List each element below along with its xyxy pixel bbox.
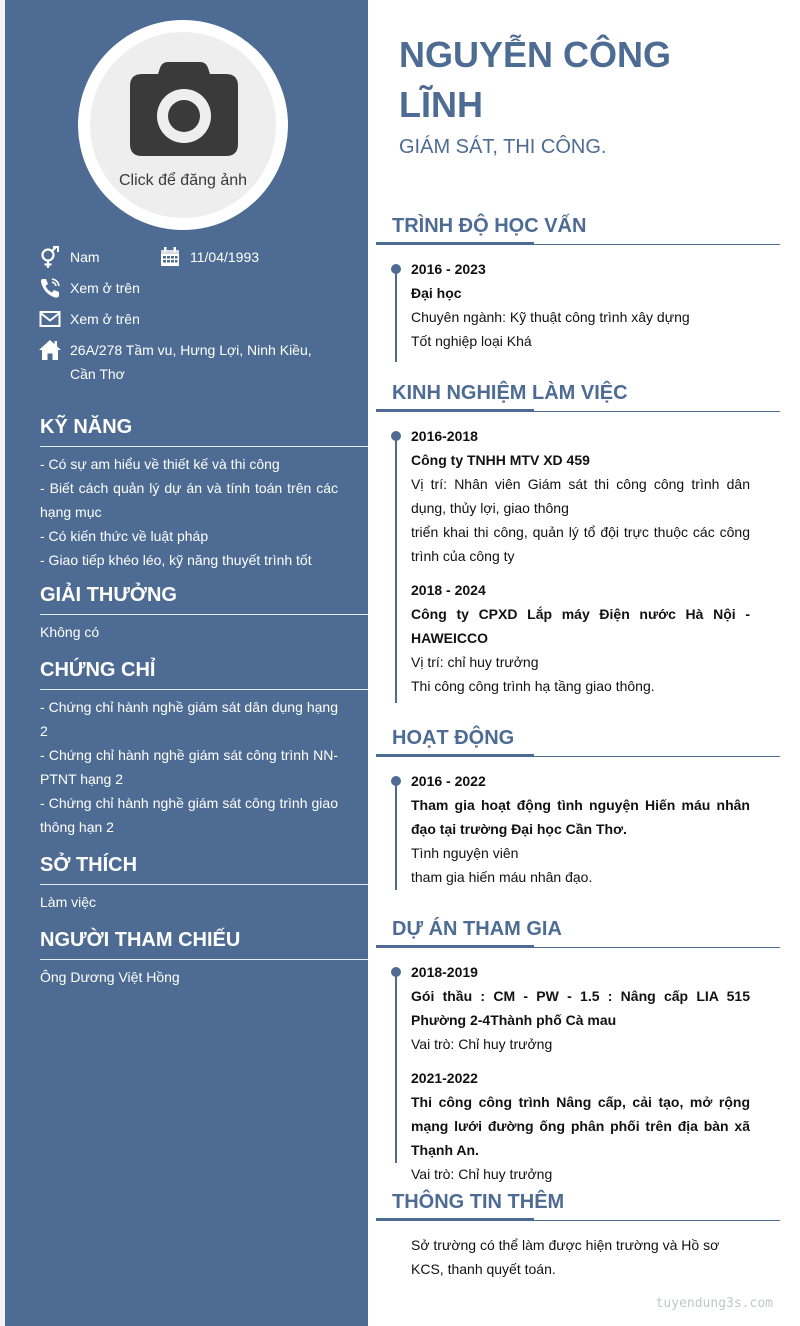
timeline-dot	[391, 967, 401, 977]
entry-school: Đại học	[411, 285, 462, 301]
awards-divider	[40, 614, 368, 615]
skills-heading: KỸ NĂNG	[40, 416, 133, 438]
home-icon	[39, 339, 61, 361]
experience-heading: KINH NGHIỆM LÀM VIỆC	[392, 382, 628, 404]
entry-date: 2021-2022	[411, 1070, 478, 1086]
additional-text: Sở trường có thể làm được hiện trường và Hồ sơ KCS, thanh quyết toán.	[411, 1237, 720, 1277]
entry-project: Thi công công trình Nâng cấp, cải tạo, mở rộng mạng lưới đường ống phân phối trên địa bàn xã Thạnh An.	[411, 1094, 750, 1158]
entry-project: Gói thầu : CM - PW - 1.5 : Nâng cấp LIA 515 Phường 2-4Thành phố Cà mau	[411, 988, 750, 1028]
entry-role: Tình nguyện viên	[411, 845, 519, 861]
activities-divider-accent	[376, 754, 534, 757]
awards-text: Không có	[40, 624, 100, 640]
entry-date: 2016 - 2023	[411, 261, 486, 277]
skill-item: - Có sự am hiểu về thiết kế và thi công	[40, 456, 280, 472]
skill-item: - Giao tiếp khéo léo, kỹ năng thuyết trình tốt	[40, 552, 312, 568]
certificates-list	[40, 695, 338, 839]
avatar-caption: Click để đăng ảnh	[118, 172, 248, 189]
experience-divider-accent	[376, 409, 534, 412]
skill-item: - Có kiến thức về luật pháp	[40, 528, 209, 544]
entry-company: Công ty TNHH MTV XD 459	[411, 452, 590, 468]
hobbies-divider	[40, 884, 368, 885]
timeline-dot	[391, 264, 401, 274]
certificates-divider	[40, 689, 368, 690]
awards-heading: GIẢI THƯỞNG	[40, 584, 177, 606]
certificates-heading: CHỨNG CHỈ	[40, 659, 156, 681]
timeline-dot	[391, 776, 401, 786]
hobbies-text: Làm việc	[40, 894, 97, 910]
entry-result: Tốt nghiệp loại Khá	[411, 333, 532, 349]
entry-org: Tham gia hoạt động tình nguyện Hiến máu nhân đạo tại trường Đại học Cần Thơ.	[411, 797, 750, 837]
sidebar	[0, 0, 368, 1326]
certificate-item: - Chứng chỉ hành nghề giám sát công trình giao thông hạn 2	[40, 795, 338, 835]
address-value: 26A/278 Tầm vu, Hưng Lợi, Ninh Kiều, Cần Thơ	[70, 342, 312, 382]
skills-list	[40, 452, 338, 572]
hobbies-heading: SỞ THÍCH	[40, 854, 138, 876]
avatar-upload[interactable]	[78, 20, 288, 230]
references-heading: NGƯỜI THAM CHIẾU	[40, 929, 241, 951]
watermark: tuyendung3s.com	[655, 1296, 773, 1311]
phone-icon	[39, 277, 61, 299]
avatar-placeholder[interactable]	[90, 32, 276, 218]
entry-desc: tham gia hiến máu nhân đạo.	[411, 869, 593, 885]
additional-divider-accent	[376, 1218, 534, 1221]
activities-timeline	[395, 780, 397, 890]
projects-timeline	[395, 971, 397, 1163]
additional-heading: THÔNG TIN THÊM	[392, 1191, 565, 1213]
references-divider	[40, 959, 368, 960]
entry-date: 2018 - 2024	[411, 582, 486, 598]
gender-icon	[39, 246, 61, 268]
calendar-icon	[159, 246, 181, 268]
entry-role: Vị trí: chỉ huy trưởng	[411, 654, 539, 670]
gender-value: Nam	[70, 249, 100, 265]
birthday-value: 11/04/1993	[190, 249, 260, 265]
education-heading: TRÌNH ĐỘ HỌC VẤN	[392, 215, 587, 237]
email-value: Xem ở trên	[70, 311, 140, 327]
skills-divider	[40, 446, 368, 447]
certificate-item: - Chứng chỉ hành nghề giám sát dân dụng hạng 2	[40, 699, 338, 739]
projects-heading: DỰ ÁN THAM GIA	[392, 918, 562, 940]
education-entry	[411, 257, 750, 353]
entry-role: Vai trò: Chỉ huy trưởng	[411, 1036, 553, 1052]
projects-entry	[411, 960, 750, 1186]
entry-role: Vai trò: Chỉ huy trưởng	[411, 1166, 553, 1182]
activities-heading: HOẠT ĐỘNG	[392, 727, 515, 749]
timeline-dot	[391, 431, 401, 441]
entry-company: Công ty CPXD Lắp máy Điện nước Hà Nội - HAWEICCO	[411, 606, 750, 646]
projects-divider-accent	[376, 945, 534, 948]
entry-role: Vị trí: Nhân viên Giám sát thi công công trình dân dụng, thủy lợi, giao thông	[411, 476, 750, 516]
entry-date: 2018-2019	[411, 964, 478, 980]
job-title: GIÁM SÁT, THI CÔNG.	[399, 136, 607, 158]
education-divider-accent	[376, 242, 534, 245]
entry-major: Chuyên ngành: Kỹ thuật công trình xây dựng	[411, 309, 690, 325]
experience-entry	[411, 424, 750, 698]
references-text: Ông Dương Việt Hồng	[40, 969, 180, 985]
sidebar-edge	[0, 0, 5, 1326]
entry-date: 2016 - 2022	[411, 773, 486, 789]
education-timeline	[395, 268, 397, 362]
skill-item: - Biết cách quản lý dự án và tính toán trên các hạng mục	[40, 480, 338, 520]
candidate-name: NGUYỄN CÔNG LĨNH	[399, 34, 672, 125]
entry-desc: Thi công công trình hạ tầng giao thông.	[411, 678, 655, 694]
email-icon	[39, 308, 61, 330]
entry-date: 2016-2018	[411, 428, 478, 444]
certificate-item: - Chứng chỉ hành nghề giám sát công trình NN-PTNT hạng 2	[40, 747, 338, 787]
entry-desc: triển khai thi công, quản lý tổ đội trực thuộc các công trình của công ty	[411, 524, 750, 564]
camera-icon	[130, 62, 238, 156]
phone-value: Xem ở trên	[70, 280, 140, 296]
experience-timeline	[395, 435, 397, 703]
activities-entry	[411, 769, 750, 889]
